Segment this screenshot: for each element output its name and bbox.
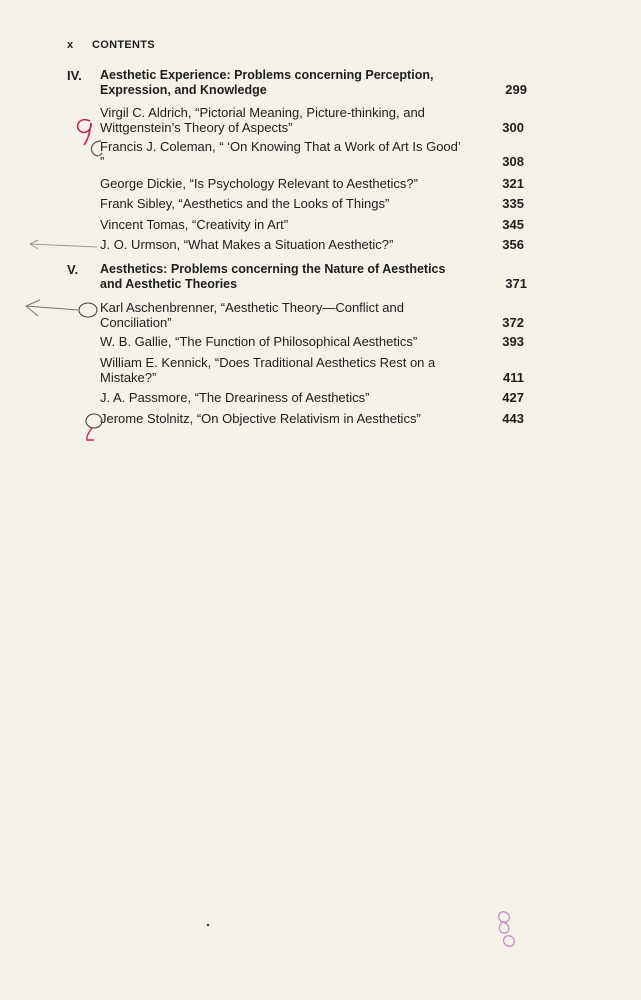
part-number: IV.: [67, 68, 82, 83]
entry-text: Francis J. Coleman, “ ‘On Knowing That a Work of Art Is Good’ ”: [100, 139, 461, 169]
red-ink-numeral: [87, 428, 94, 440]
purple-marker-scribble: [499, 912, 510, 933]
entry-text: George Dickie, “Is Psychology Relevant to Aesthetics?”: [100, 176, 418, 191]
entry-page: 321: [502, 176, 524, 191]
entry-text: Jerome Stolnitz, “On Objective Relativism in Aesthetics”: [100, 411, 421, 426]
pencil-dot: [207, 924, 209, 926]
entry-text: J. O. Urmson, “What Makes a Situation Aesthetic?”: [100, 237, 394, 252]
entry-page: 356: [502, 237, 524, 252]
part-title: Aesthetic Experience: Problems concerning Perception, Expression, and Knowledge: [100, 68, 434, 97]
entry-page: 393: [502, 334, 524, 349]
part-title: Aesthetics: Problems concerning the Nature of Aesthetics and Aesthetic Theories: [100, 262, 446, 291]
part-page: 371: [505, 276, 527, 291]
entry-page: 411: [503, 370, 524, 385]
entry-text: Frank Sibley, “Aesthetics and the Looks of Things”: [100, 196, 390, 211]
entry-page: 308: [502, 154, 524, 169]
entry-page: 335: [502, 196, 524, 211]
entry-page: 443: [502, 411, 524, 426]
entry-page: 427: [502, 390, 524, 405]
entry-page: 372: [502, 315, 524, 330]
pencil-circle-mark: [79, 303, 97, 317]
entry-text: Vincent Tomas, “Creativity in Art”: [100, 217, 289, 232]
entry-page: 300: [502, 120, 524, 135]
part-number: V.: [67, 262, 79, 277]
entry-text: W. B. Gallie, “The Function of Philosophical Aesthetics”: [100, 334, 418, 349]
entry-text: Karl Aschenbrenner, “Aesthetic Theory—Conflict and Conciliation”: [100, 300, 404, 330]
entry-page: 345: [502, 217, 524, 232]
red-ink-numeral: [78, 120, 91, 145]
pencil-circle-mark: [91, 141, 102, 156]
pencil-circle-mark: [86, 414, 102, 428]
entry-text: Virgil C. Aldrich, “Pictorial Meaning, Picture-thinking, and Wittgenstein’s Theory of Aspects”: [100, 105, 425, 135]
page-folio: x: [67, 39, 74, 51]
running-head-title: CONTENTS: [92, 39, 155, 51]
entry-text: William E. Kennick, “Does Traditional Aesthetics Rest on a Mistake?”: [100, 355, 436, 385]
entry-text: J. A. Passmore, “The Dreariness of Aesthetics”: [100, 390, 370, 405]
pencil-arrow-mark: [30, 240, 97, 249]
purple-marker-scribble: [504, 936, 515, 947]
part-page: 299: [505, 82, 527, 97]
pencil-arrow-mark: [26, 300, 78, 316]
